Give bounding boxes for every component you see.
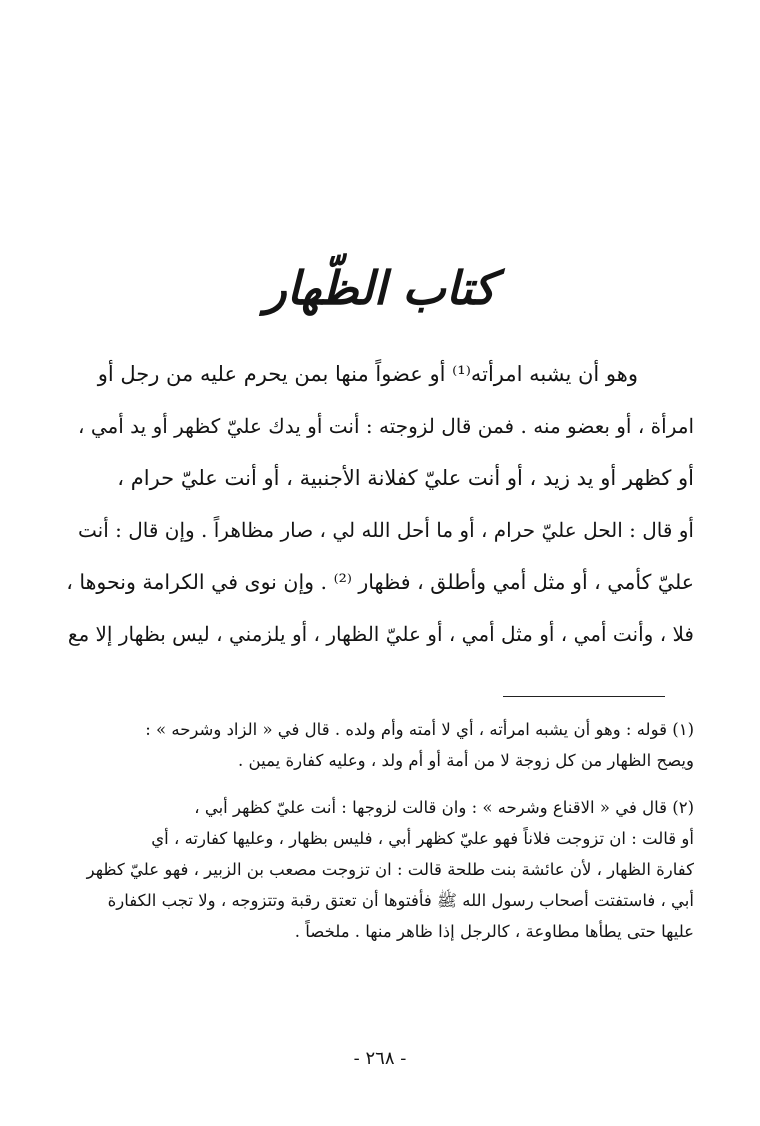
page-number: - ٢٦٨ - bbox=[353, 1048, 407, 1069]
footnote-divider bbox=[503, 696, 665, 697]
text-line: فلا ، وأنت أمي ، أو مثل أمي ، أو عليّ الظهار ، أو يلزمني ، ليس بظهار إلا مع bbox=[67, 622, 694, 646]
footnotes bbox=[66, 714, 694, 947]
footnote-line: أبي ، فاستفتت أصحاب رسول الله ﷺ فأفتوها أن تعتق رقبة وتتزوجه ، ولا تجب الكفارة bbox=[107, 891, 694, 910]
text-line: امرأة ، أو بعضو منه . فمن قال لزوجته : أنت أو يدك عليّ كظهر أو يد أمي ، bbox=[78, 414, 694, 438]
footnote-line: (٢) قال في « الاقناع وشرحه » : وان قالت لزوجها : أنت عليّ كظهر أبي ، bbox=[194, 798, 694, 817]
text-line: أو قال : الحل عليّ حرام ، أو ما أحل الله لي ، صار مظاهراً . وإن قال : أنت bbox=[78, 518, 694, 542]
chapter-title: كتاب الظّهار bbox=[264, 261, 496, 315]
text-line: عليّ كأمي ، أو مثل أمي وأطلق ، فظهار ⁽²⁾ . وإن نوى في الكرامة ونحوها ، bbox=[66, 570, 694, 594]
footnote-spacer bbox=[66, 776, 694, 792]
footnote-line: أو قالت : ان تزوجت فلاناً فهو عليّ كظهر أبي ، فليس بظهار ، وعليها كفارته ، أي bbox=[151, 829, 694, 848]
footnote-2 bbox=[66, 792, 694, 947]
text-line: وهو أن يشبه امرأته⁽¹⁾ أو عضواً منها بمن يحرم عليه من رجل أو bbox=[97, 362, 638, 386]
text-line: أو كظهر أو يد زيد ، أو أنت عليّ كفلانة الأجنبية ، أو أنت عليّ حرام ، bbox=[117, 466, 694, 490]
footnote-line: (١) قوله : وهو أن يشبه امرأته ، أي لا أمته وأم ولده . قال في « الزاد وشرحه » : bbox=[145, 720, 694, 739]
footnote-line: ويصح الظهار من كل زوجة لا من أمة أو أم ولد ، وعليه كفارة يمين . bbox=[238, 751, 694, 770]
footnote-line: عليها حتى يطأها مطاوعة ، كالرجل إذا ظاهر منها . ملخصاً . bbox=[294, 922, 694, 941]
footnote-1 bbox=[66, 714, 694, 776]
footnote-line: كفارة الظهار ، لأن عائشة بنت طلحة قالت : ان تزوجت مصعب بن الزبير ، فهو عليّ كظهر bbox=[86, 860, 694, 879]
main-text bbox=[66, 348, 694, 660]
